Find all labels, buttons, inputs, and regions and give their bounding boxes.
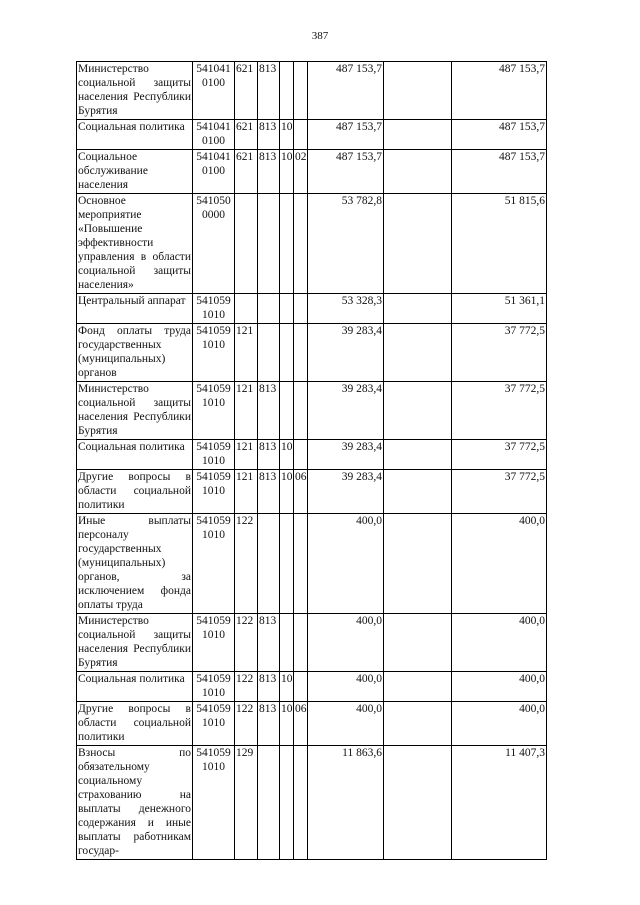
cell-amount-2: 400,0 [452,702,547,746]
cell-empty [384,194,452,294]
cell-section: 10 [280,702,294,746]
cell-subsection [294,62,308,120]
cell-target-code: 5410591010 [193,470,235,514]
cell-administrator [258,294,280,324]
cell-target-code: 5410591010 [193,440,235,470]
cell-amount-2: 51 361,1 [452,294,547,324]
cell-section: 10 [280,672,294,702]
table-row [77,440,547,470]
cell-subsection [294,440,308,470]
cell-subsection [294,120,308,150]
cell-name: Взносы по обязательному социальному страхованию на выплаты денежного содержания и иные выплаты работникам государ- [77,746,193,860]
cell-amount-1: 487 153,7 [308,150,384,194]
cell-expense-type: 122 [235,702,258,746]
table-row [77,514,547,614]
cell-amount-2: 51 815,6 [452,194,547,294]
cell-amount-1: 39 283,4 [308,440,384,470]
cell-amount-1: 53 328,3 [308,294,384,324]
cell-amount-1: 11 863,6 [308,746,384,860]
cell-administrator: 813 [258,702,280,746]
cell-expense-type: 121 [235,440,258,470]
cell-name: Социальное обслуживание населения [77,150,193,194]
cell-name: Другие вопросы в области социальной политики [77,470,193,514]
cell-administrator: 813 [258,614,280,672]
cell-target-code: 5410591010 [193,324,235,382]
cell-empty [384,672,452,702]
table-row [77,470,547,514]
cell-section: 10 [280,440,294,470]
cell-target-code: 5410591010 [193,672,235,702]
cell-section [280,514,294,614]
cell-empty [384,324,452,382]
cell-empty [384,382,452,440]
cell-amount-1: 487 153,7 [308,120,384,150]
cell-section [280,324,294,382]
cell-amount-2: 487 153,7 [452,120,547,150]
cell-subsection [294,746,308,860]
cell-amount-2: 37 772,5 [452,324,547,382]
table-row [77,382,547,440]
cell-amount-2: 400,0 [452,672,547,702]
cell-expense-type [235,194,258,294]
cell-target-code: 5410410100 [193,62,235,120]
cell-target-code: 5410591010 [193,382,235,440]
table-row [77,672,547,702]
cell-administrator: 813 [258,382,280,440]
cell-expense-type: 621 [235,62,258,120]
cell-section [280,382,294,440]
cell-amount-2: 487 153,7 [452,62,547,120]
cell-target-code: 5410591010 [193,614,235,672]
cell-amount-1: 39 283,4 [308,324,384,382]
cell-target-code: 5410410100 [193,120,235,150]
cell-expense-type: 122 [235,514,258,614]
cell-empty [384,702,452,746]
cell-amount-2: 37 772,5 [452,470,547,514]
cell-name: Фонд оплаты труда государственных (муниципальных) органов [77,324,193,382]
cell-amount-2: 37 772,5 [452,382,547,440]
cell-name: Другие вопросы в области социальной политики [77,702,193,746]
table-row [77,120,547,150]
cell-amount-1: 39 283,4 [308,382,384,440]
cell-amount-2: 37 772,5 [452,440,547,470]
cell-empty [384,294,452,324]
cell-target-code: 5410591010 [193,294,235,324]
cell-name: Иные выплаты персоналу государственных (муниципальных) органов, за исключением фонда оплаты труда [77,514,193,614]
cell-empty [384,150,452,194]
cell-target-code: 5410500000 [193,194,235,294]
cell-amount-1: 400,0 [308,702,384,746]
cell-amount-2: 487 153,7 [452,150,547,194]
cell-empty [384,470,452,514]
cell-subsection [294,672,308,702]
table-row [77,294,547,324]
cell-target-code: 5410591010 [193,514,235,614]
cell-expense-type: 121 [235,470,258,514]
budget-table [76,61,547,860]
cell-subsection [294,294,308,324]
cell-section [280,614,294,672]
table-row [77,324,547,382]
cell-empty [384,614,452,672]
cell-empty [384,62,452,120]
cell-administrator [258,514,280,614]
cell-amount-2: 11 407,3 [452,746,547,860]
cell-expense-type: 121 [235,324,258,382]
cell-name: Министерство социальной защиты населения Республики Бурятия [77,382,193,440]
cell-section: 10 [280,150,294,194]
page-number: 387 [311,30,329,42]
cell-administrator: 813 [258,120,280,150]
cell-name: Министерство социальной защиты населения Республики Бурятия [77,614,193,672]
cell-expense-type: 122 [235,672,258,702]
cell-name: Социальная политика [77,440,193,470]
cell-empty [384,440,452,470]
cell-name: Основное мероприятие «Повышение эффективности управления в области социальной защиты населения» [77,194,193,294]
cell-amount-1: 400,0 [308,614,384,672]
cell-target-code: 5410591010 [193,702,235,746]
table-row [77,62,547,120]
cell-subsection: 06 [294,470,308,514]
table-row [77,614,547,672]
cell-subsection [294,382,308,440]
table-row [77,150,547,194]
cell-administrator: 813 [258,150,280,194]
cell-subsection [294,194,308,294]
cell-amount-1: 39 283,4 [308,470,384,514]
budget-table-body [77,62,547,860]
cell-administrator: 813 [258,62,280,120]
cell-section [280,294,294,324]
cell-subsection [294,514,308,614]
cell-expense-type: 129 [235,746,258,860]
cell-administrator: 813 [258,470,280,514]
cell-subsection [294,324,308,382]
cell-administrator: 813 [258,440,280,470]
cell-section: 10 [280,120,294,150]
cell-amount-2: 400,0 [452,614,547,672]
cell-administrator [258,194,280,294]
cell-empty [384,514,452,614]
table-row [77,746,547,860]
cell-administrator [258,324,280,382]
cell-section [280,194,294,294]
cell-empty [384,746,452,860]
cell-amount-1: 400,0 [308,514,384,614]
cell-name: Центральный аппарат [77,294,193,324]
cell-name: Министерство социальной защиты населения Республики Бурятия [77,62,193,120]
cell-expense-type [235,294,258,324]
cell-amount-1: 487 153,7 [308,62,384,120]
cell-empty [384,120,452,150]
cell-administrator: 813 [258,672,280,702]
table-row [77,702,547,746]
cell-name: Социальная политика [77,672,193,702]
cell-administrator [258,746,280,860]
cell-amount-1: 400,0 [308,672,384,702]
cell-name: Социальная политика [77,120,193,150]
cell-expense-type: 122 [235,614,258,672]
cell-subsection: 06 [294,702,308,746]
cell-expense-type: 121 [235,382,258,440]
cell-section: 10 [280,470,294,514]
cell-target-code: 5410410100 [193,150,235,194]
cell-section [280,746,294,860]
cell-amount-2: 400,0 [452,514,547,614]
cell-expense-type: 621 [235,150,258,194]
table-row [77,194,547,294]
cell-subsection: 02 [294,150,308,194]
cell-target-code: 5410591010 [193,746,235,860]
cell-expense-type: 621 [235,120,258,150]
cell-amount-1: 53 782,8 [308,194,384,294]
cell-subsection [294,614,308,672]
cell-section [280,62,294,120]
